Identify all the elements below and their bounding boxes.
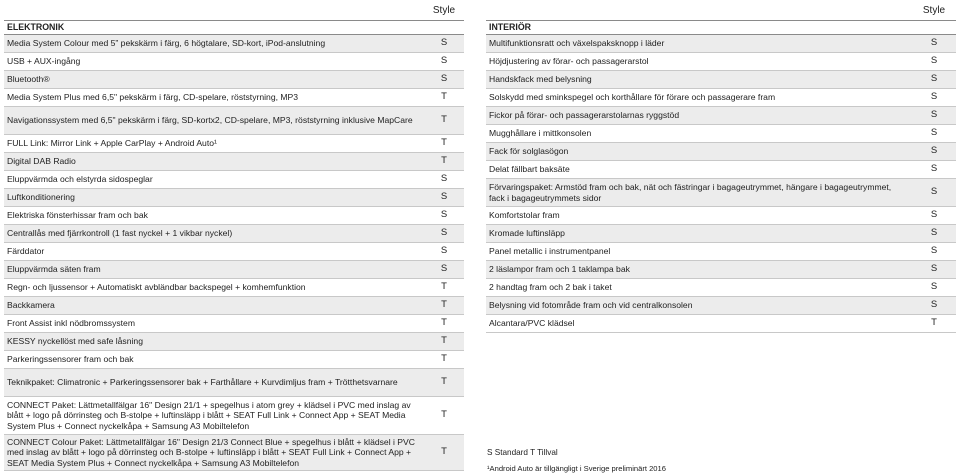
style-column-header-right: Style xyxy=(922,5,946,16)
table-row: Eluppvärmda säten fram S xyxy=(4,261,464,279)
table-row: Front Assist inkl nödbromssystem T xyxy=(4,315,464,333)
table-row: Eluppvärmda och elstyrda sidospeglar S xyxy=(4,171,464,189)
style-column-header-left: Style xyxy=(432,5,456,16)
elektronik-section-header xyxy=(4,20,464,35)
section-title: ELEKTRONIK xyxy=(7,22,65,33)
table-row: Mugghållare i mittkonsolen S xyxy=(486,125,956,143)
table-row: Delat fällbart baksäte S xyxy=(486,161,956,179)
table-row: Digital DAB Radio T xyxy=(4,153,464,171)
table-row: Höjdjustering av förar- och passagerarstol S xyxy=(486,53,956,71)
table-row: Parkeringssensorer fram och bak T xyxy=(4,351,464,369)
table-row: 2 läslampor fram och 1 taklampa bak S xyxy=(486,261,956,279)
table-row: Belysning vid fotområde fram och vid centralkonsolen S xyxy=(486,297,956,315)
table-row: Solskydd med sminkspegel och korthållare för förare och passagerare fram S xyxy=(486,89,956,107)
table-row: FULL Link: Mirror Link + Apple CarPlay + Android Auto¹ T xyxy=(4,135,464,153)
table-row: Panel metallic i instrumentpanel S xyxy=(486,243,956,261)
table-row: Backkamera T xyxy=(4,297,464,315)
table-row: Fickor på förar- och passagerarstolarnas ryggstöd S xyxy=(486,107,956,125)
table-row: Navigationssystem med 6,5" pekskärm i färg, SD-kortx2, CD-spelare, MP3, röststyrning inklusive MapCare T xyxy=(4,107,464,135)
table-row: Bluetooth® S xyxy=(4,71,464,89)
table-row: Media System Colour med 5” pekskärm i färg, 6 högtalare, SD-kort, iPod-anslutning S xyxy=(4,35,464,53)
elektronik-table xyxy=(4,20,464,471)
footnote: ¹Android Auto är tillgängligt i Sverige preliminärt 2016 xyxy=(487,464,666,473)
legend: S Standard T Tillval xyxy=(487,448,558,457)
table-row: Regn- och ljussensor + Automatiskt avbländbar backspegel + komhemfunktion T xyxy=(4,279,464,297)
table-row: Handskfack med belysning S xyxy=(486,71,956,89)
table-row: CONNECT Paket: Lättmetallfälgar 16" Design 21/1 + spegelhus i atom grey + klädsel i PVC med inslag av blått + logo på dörrinsteg och B-stolpe + luftinsläpp i blått + SEAT Full Link + Connect App + SEAT Media System Plus + Connect nyckelkåpa + Samsung A3 Mobiltelefon T xyxy=(4,397,464,435)
table-row: Centrallås med fjärrkontroll (1 fast nyckel + 1 vikbar nyckel) S xyxy=(4,225,464,243)
table-row: KESSY nyckellöst med safe låsning T xyxy=(4,333,464,351)
section-title: INTERIÖR xyxy=(489,22,532,33)
interior-table xyxy=(486,20,956,333)
table-row: Alcantara/PVC klädsel T xyxy=(486,315,956,333)
table-row: Färddator S xyxy=(4,243,464,261)
table-row: Media System Plus med 6,5" pekskärm i färg, CD-spelare, röststyrning, MP3 T xyxy=(4,89,464,107)
table-row: Förvaringspaket: Armstöd fram och bak, nät och fästringar i bagageutrymmet, hängare i bagageutrymmet, fack i bagageutrymmets sidor S xyxy=(486,179,956,207)
table-row: USB + AUX-ingång S xyxy=(4,53,464,71)
table-row: CONNECT Colour Paket: Lättmetallfälgar 16" Design 21/3 Connect Blue + spegelhus i blått + klädsel i PVC med inslag av blått + logo på dörrinsteg och B-stolpe + luftinsläpp i blått + SEAT Full Link + Connect App + SEAT Media System Plus + Connect nyckelkåpa + Samsung A3 Mobiltelefon T xyxy=(4,435,464,471)
table-row: Multifunktionsratt och växelspaksknopp i läder S xyxy=(486,35,956,53)
table-row: Luftkonditionering S xyxy=(4,189,464,207)
table-row: Teknikpaket: Climatronic + Parkeringssensorer bak + Farthållare + Kurvdimljus fram + Trötthetsvarnare T xyxy=(4,369,464,397)
table-row: 2 handtag fram och 2 bak i taket S xyxy=(486,279,956,297)
table-row: Elektriska fönsterhissar fram och bak S xyxy=(4,207,464,225)
interior-section-header xyxy=(486,20,956,35)
table-row: Komfortstolar fram S xyxy=(486,207,956,225)
table-row: Fack för solglasögon S xyxy=(486,143,956,161)
table-row: Kromade luftinsläpp S xyxy=(486,225,956,243)
